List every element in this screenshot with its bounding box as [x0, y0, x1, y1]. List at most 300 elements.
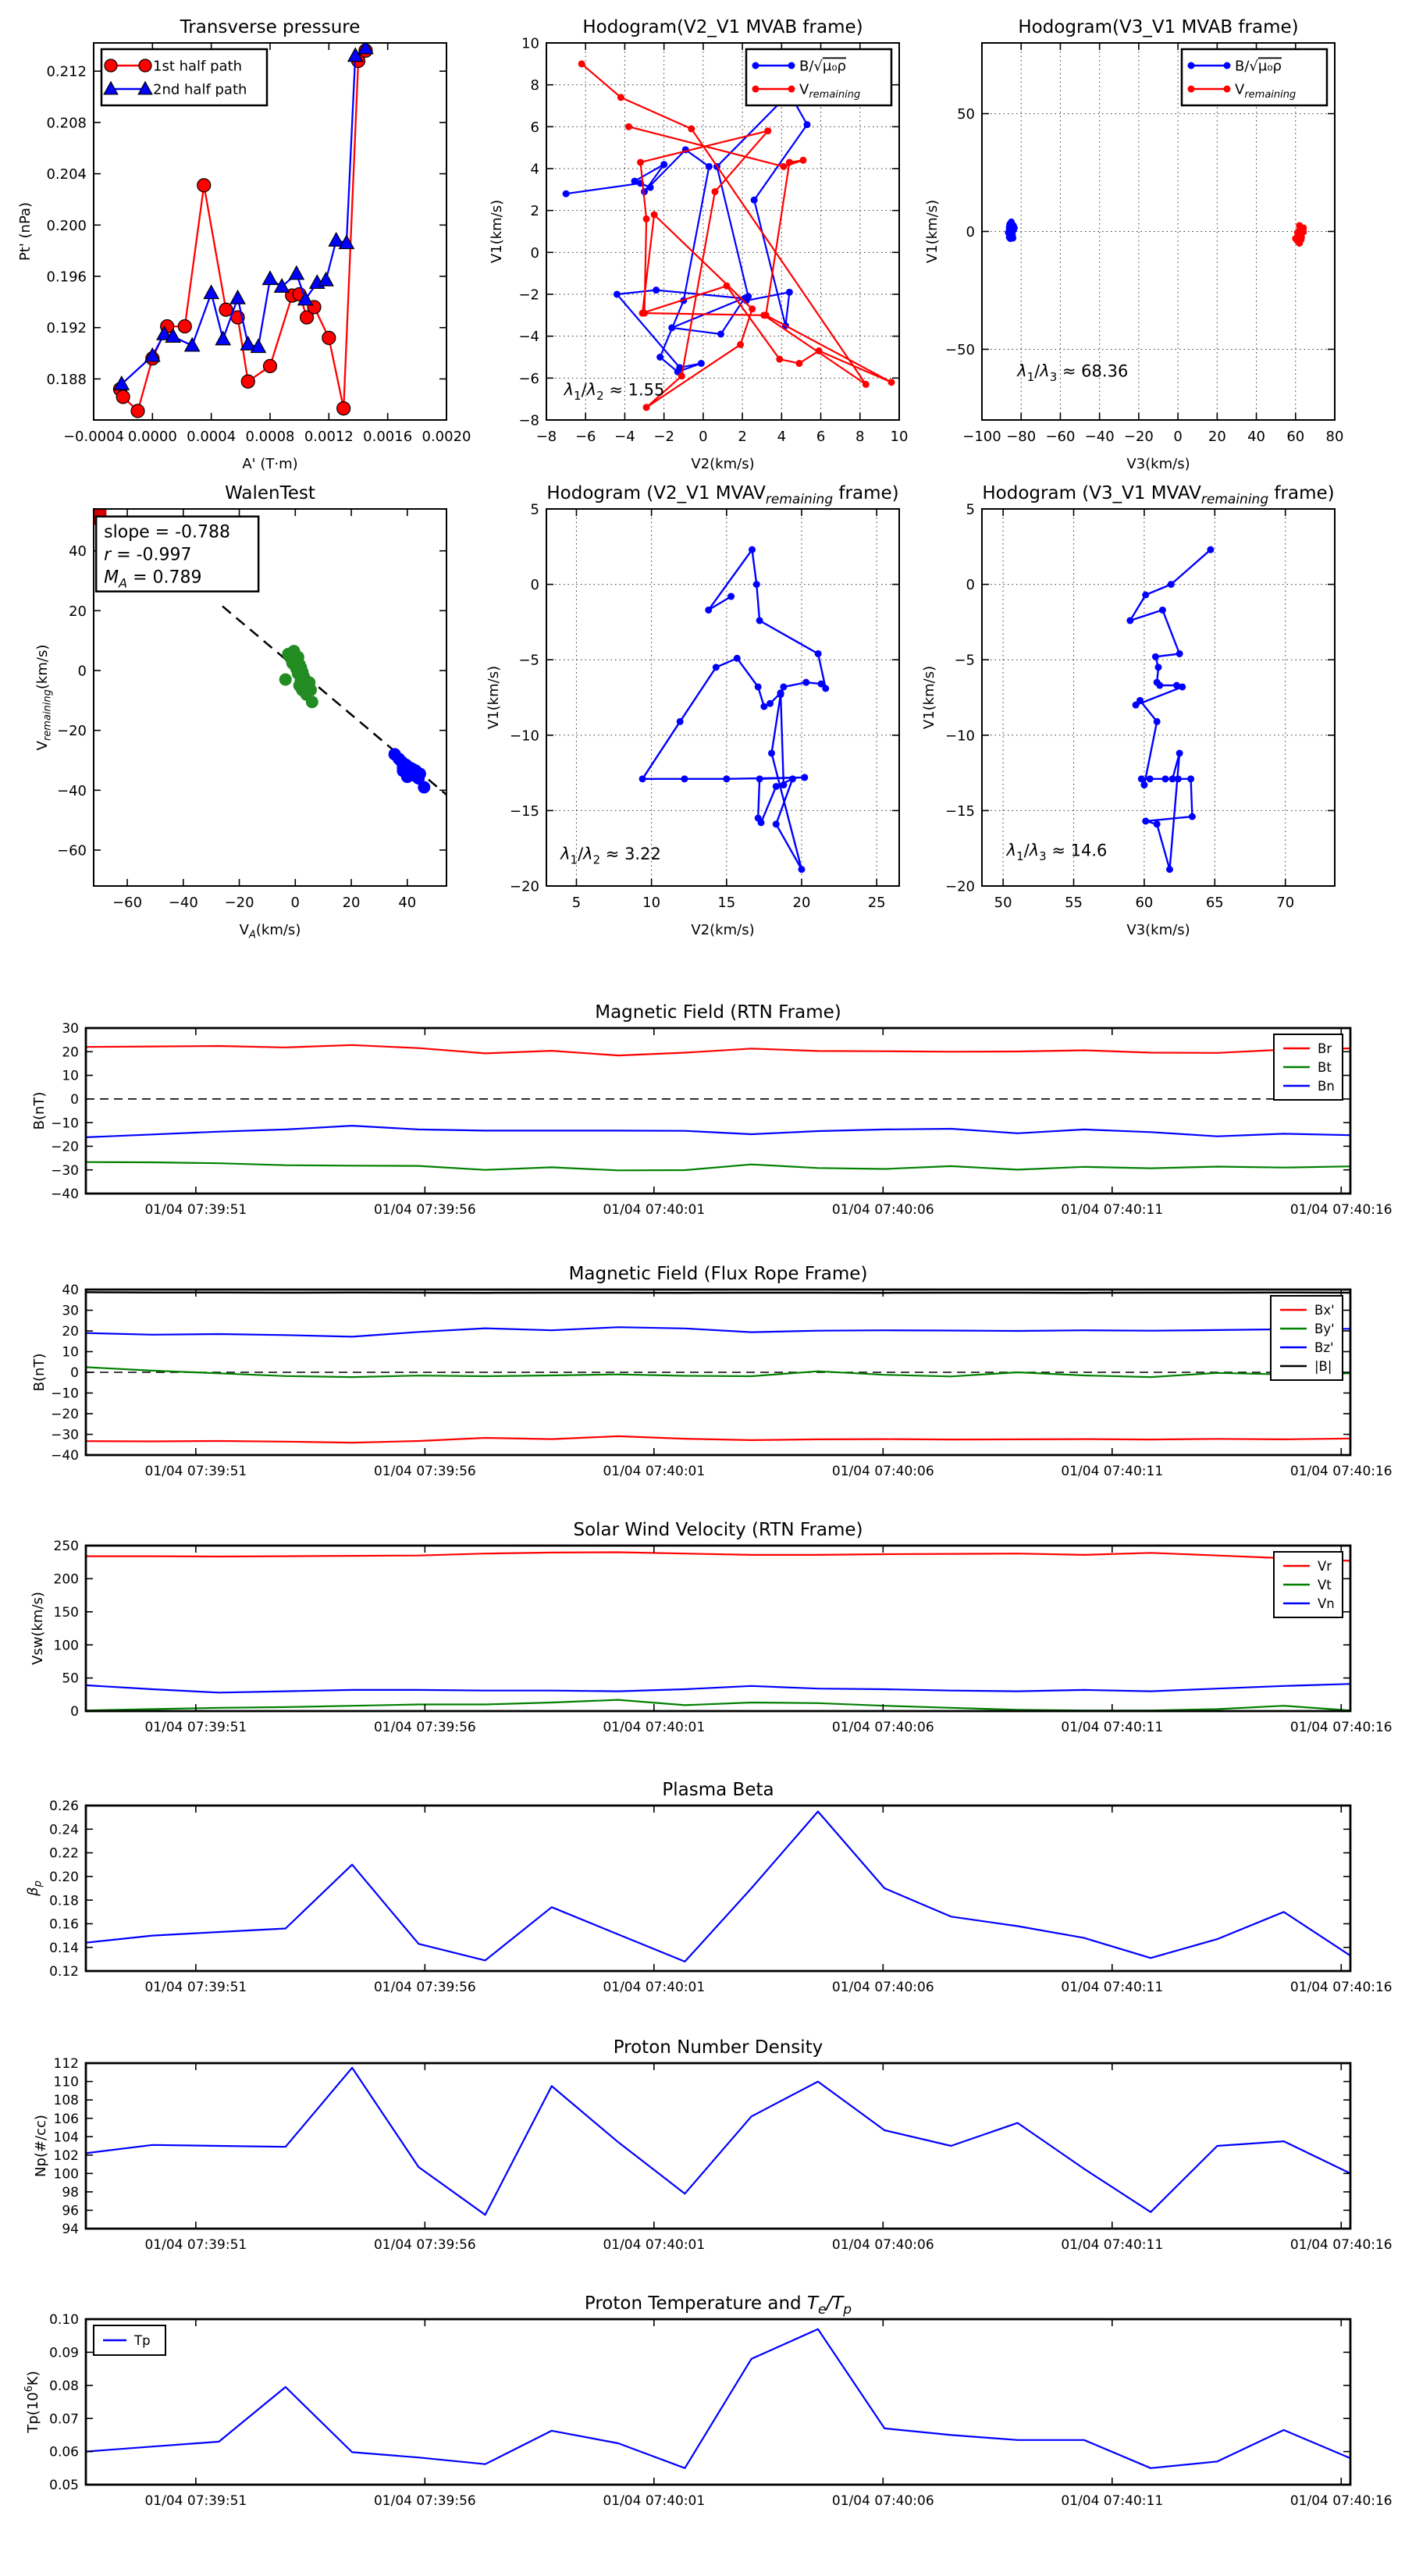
plasma-beta-plot-ytick-label: 0.12	[49, 1964, 79, 1980]
data-point-marker	[264, 360, 277, 373]
data-point-marker	[1138, 775, 1145, 782]
proton-temperature-plot-title: Proton Temperature and $T_e/T_p$	[584, 2293, 852, 2318]
data-point-marker	[1142, 817, 1149, 824]
magnetic-field-flux-rope-ytick-label: 20	[62, 1324, 79, 1340]
data-point-marker	[755, 683, 762, 690]
hodogram-v3v1-mvab-xtick-label: −40	[1084, 429, 1115, 445]
hodogram-v3v1-mvav	[921, 483, 1335, 938]
hodogram-v3v1-mvab	[924, 17, 1343, 472]
hodogram-v3v1-mvab-ytick-label: −50	[945, 341, 975, 358]
hodogram-v3v1-mvav-ytick-label: 5	[966, 501, 975, 518]
proton-temperature-plot-xtick-label: 01/04 07:40:11	[1061, 2493, 1164, 2509]
proton-temperature-plot-ytick-label: 0.06	[49, 2444, 79, 2460]
magnetic-field-rtn-xtick-label: 01/04 07:40:16	[1289, 1202, 1393, 1218]
hodogram-v2v1-mvab-ytick-label: 8	[530, 77, 539, 94]
hodogram-v3v1-mvav-ytick-label: −5	[954, 652, 975, 669]
hodogram-v2v1-mvab-ytick-label: 10	[521, 35, 539, 52]
hodogram-v2v1-mvab-legend	[746, 49, 891, 105]
magnetic-field-flux-rope-ytick-label: −40	[51, 1448, 79, 1464]
proton-temperature-plot-ytick-label: 0.07	[49, 2411, 79, 2428]
magnetic-field-flux-rope-ytick-label: 40	[62, 1283, 79, 1299]
magnetic-field-rtn-ytick-label: 0	[70, 1091, 79, 1108]
hodogram-v2v1-mvab-legend-label-1: $V_{remaining}$	[799, 81, 861, 101]
walen-test-plot-xtick-label: −20	[224, 895, 254, 911]
data-point-marker	[1126, 617, 1133, 624]
hodogram-v3v1-mvav-ytick-label: −10	[945, 728, 975, 745]
transverse-pressure-plot-legend-label-0: 1st half path	[153, 58, 243, 75]
data-point-marker	[215, 332, 230, 345]
data-point-marker	[713, 664, 720, 671]
walen-test-plot-xtick-label: −40	[168, 895, 198, 911]
data-point-marker	[219, 303, 233, 316]
solar-wind-velocity-rtn-legend-label-1: Vt	[1318, 1577, 1332, 1592]
solar-wind-velocity-rtn-xtick-label: 01/04 07:39:56	[373, 1720, 476, 1735]
data-point-marker	[802, 679, 809, 686]
proton-number-density-plot-xtick-label: 01/04 07:39:51	[144, 2237, 247, 2253]
hodogram-v2v1-mvav-xlabel: V2(km/s)	[691, 922, 755, 938]
solar-wind-velocity-rtn-ylabel: Vsw(km/s)	[30, 1592, 46, 1665]
data-point-marker	[1156, 682, 1163, 689]
proton-temperature-plot-ytick-label: 0.08	[49, 2378, 79, 2394]
plasma-beta-plot-ytick-label: 0.26	[49, 1799, 79, 1815]
data-point-marker	[803, 121, 810, 128]
hodogram-v2v1-mvav-ytick-label: 5	[530, 501, 539, 518]
walen-test-plot-xtick-label: −60	[112, 895, 143, 911]
data-point-marker	[863, 381, 870, 388]
data-point-marker	[734, 655, 741, 662]
data-point-marker	[678, 372, 685, 379]
data-point-marker	[1224, 86, 1231, 93]
data-point-marker	[1159, 607, 1166, 614]
proton-temperature-plot-ytick-label: 0.05	[49, 2478, 79, 2494]
data-point-marker	[197, 179, 211, 192]
proton-number-density-plot-ytick-label: 106	[53, 2111, 79, 2127]
proton-number-density-plot-ytick-label: 100	[53, 2166, 79, 2183]
proton-number-density-plot-xtick-label: 01/04 07:39:56	[373, 2237, 476, 2253]
magnetic-field-flux-rope-legend-label-2: Bz'	[1314, 1340, 1334, 1355]
magnetic-field-rtn-series-Br	[86, 1045, 1350, 1055]
data-point-marker	[1155, 664, 1162, 671]
magnetic-field-flux-rope-title: Magnetic Field (Flux Rope Frame)	[568, 1264, 868, 1284]
solar-wind-velocity-rtn-series-Vn	[86, 1684, 1350, 1692]
data-point-marker	[1168, 581, 1175, 588]
data-point-marker	[788, 62, 795, 69]
data-point-marker	[306, 696, 318, 708]
walen-test-plot-ylabel: $V_{remaining}(km/s)$	[34, 644, 54, 751]
plasma-beta-plot-axes-frame	[86, 1806, 1350, 1971]
hodogram-v2v1-mvab-xtick-label: 4	[777, 429, 787, 445]
data-point-marker	[651, 212, 658, 219]
magnetic-field-flux-rope-series-Bx-prime	[86, 1436, 1350, 1443]
magnetic-field-rtn-ytick-label: −30	[51, 1162, 79, 1179]
data-point-marker	[1009, 234, 1016, 241]
magnetic-field-flux-rope-ytick-label: −20	[51, 1407, 79, 1423]
walen-test-plot-xlabel: $V_A(km/s)$	[239, 922, 301, 941]
hodogram-v2v1-mvab-xtick-label: 2	[738, 429, 747, 445]
walen-test-plot-stat-line-0: slope = -0.788	[104, 522, 231, 543]
data-point-marker	[414, 767, 426, 780]
data-point-marker	[418, 781, 430, 794]
proton-number-density-plot-ytick-label: 96	[62, 2203, 79, 2219]
data-point-marker	[749, 546, 756, 553]
proton-number-density-plot-xtick-label: 01/04 07:40:06	[831, 2237, 934, 2253]
data-point-marker	[795, 360, 802, 367]
transverse-pressure-plot-ytick-label: 0.208	[46, 115, 87, 132]
hodogram-v2v1-mvab-ytick-label: −8	[518, 412, 539, 429]
walen-test-plot-stats-box	[96, 517, 258, 592]
hodogram-v2v1-mvab-series-b-over-sqrt-mu0rho	[566, 93, 807, 372]
data-point-marker	[1187, 775, 1194, 782]
hodogram-v2v1-mvab-legend-label-0: B/√μ₀ρ	[799, 58, 846, 75]
magnetic-field-flux-rope-ytick-label: −10	[51, 1386, 79, 1402]
proton-temperature-plot-xtick-label: 01/04 07:40:01	[603, 2493, 706, 2509]
data-point-marker	[786, 158, 793, 165]
magnetic-field-rtn-xtick-label: 01/04 07:40:01	[603, 1202, 706, 1218]
hodogram-v3v1-mvab-lambda-annotation: $\lambda_1/\lambda_3 \approx 68.36$	[1017, 361, 1129, 384]
data-point-marker	[653, 286, 660, 294]
solar-wind-velocity-rtn-xtick-label: 01/04 07:40:01	[603, 1720, 706, 1735]
data-point-marker	[1224, 62, 1231, 69]
data-point-marker	[563, 190, 570, 197]
data-point-marker	[105, 59, 117, 72]
walen-test-plot-xtick-label: 40	[398, 895, 417, 911]
magnetic-field-rtn-ytick-label: 10	[62, 1068, 79, 1084]
hodogram-v2v1-mvav-lambda-annotation: $\lambda_1/\lambda_2 \approx 3.22$	[560, 845, 661, 867]
hodogram-v3v1-mvab-xtick-label: −80	[1006, 429, 1037, 445]
data-point-marker	[815, 650, 822, 657]
hodogram-v2v1-mvav-xtick-label: 20	[792, 895, 811, 911]
transverse-pressure-plot-ytick-label: 0.200	[46, 217, 87, 234]
data-point-marker	[185, 338, 200, 351]
walen-test-plot-ytick-label: −40	[57, 782, 87, 799]
data-point-marker	[764, 127, 771, 134]
hodogram-v2v1-mvav-ytick-label: 0	[530, 577, 539, 594]
proton-temperature-plot-xtick-label: 01/04 07:40:16	[1289, 2493, 1393, 2509]
data-point-marker	[681, 775, 688, 782]
data-point-marker	[625, 123, 632, 130]
magnetic-field-rtn-ylabel: B(nT)	[31, 1091, 48, 1130]
data-point-marker	[751, 197, 758, 204]
data-point-marker	[1006, 221, 1013, 228]
transverse-pressure-plot-xlabel: A' (T·m)	[242, 456, 298, 472]
hodogram-v3v1-mvab-legend	[1182, 49, 1327, 105]
data-point-marker	[1179, 683, 1186, 690]
solar-wind-velocity-rtn	[30, 1520, 1393, 1735]
solar-wind-velocity-rtn-legend-label-0: Vr	[1318, 1558, 1332, 1574]
magnetic-field-rtn-ytick-label: −40	[51, 1187, 79, 1203]
walen-test-plot-ytick-label: −60	[57, 842, 87, 859]
plasma-beta-plot-ytick-label: 0.20	[49, 1869, 79, 1885]
plasma-beta-plot-xtick-label: 01/04 07:40:06	[831, 1980, 934, 1995]
data-point-marker	[756, 775, 763, 782]
hodogram-v3v1-mvav-xtick-label: 65	[1205, 895, 1224, 911]
magnetic-field-rtn-legend-label-1: Bt	[1318, 1059, 1332, 1075]
data-point-marker	[780, 781, 787, 788]
plasma-beta-plot-xtick-label: 01/04 07:40:16	[1289, 1980, 1393, 1995]
transverse-pressure-plot-xtick-label: 0.0012	[304, 429, 354, 445]
data-point-marker	[643, 215, 650, 222]
data-point-marker	[1297, 237, 1304, 244]
data-point-marker	[1152, 653, 1159, 660]
magnetic-field-rtn-ytick-label: −20	[51, 1139, 79, 1155]
transverse-pressure-plot-xtick-label: 0.0004	[187, 429, 237, 445]
hodogram-v3v1-mvab-ytick-label: 50	[957, 106, 975, 123]
data-point-marker	[763, 311, 770, 318]
magnetic-field-rtn-legend-label-0: Br	[1318, 1041, 1332, 1056]
data-point-marker	[723, 775, 730, 782]
data-point-marker	[337, 402, 350, 415]
magnetic-field-flux-rope-series-Babs	[86, 1292, 1350, 1293]
hodogram-v2v1-mvav-ytick-label: −10	[510, 728, 539, 745]
hodogram-v2v1-mvab-lambda-annotation: $\lambda_1/\lambda_2 \approx 1.55$	[564, 380, 665, 404]
hodogram-v3v1-mvab-xtick-label: −100	[962, 429, 1001, 445]
magnetic-field-flux-rope-xtick-label: 01/04 07:40:01	[603, 1464, 706, 1479]
transverse-pressure-plot-xtick-label: 0.0000	[127, 429, 177, 445]
magnetic-field-rtn-title: Magnetic Field (RTN Frame)	[595, 1002, 841, 1023]
data-point-marker	[1169, 775, 1176, 782]
data-point-marker	[1142, 592, 1149, 599]
walen-test-plot	[34, 483, 446, 941]
plasma-beta-plot-series-beta-p	[86, 1812, 1350, 1962]
data-point-marker	[711, 188, 718, 195]
walen-test-plot-ytick-label: −20	[57, 723, 87, 740]
proton-number-density-plot-ytick-label: 112	[53, 2056, 79, 2073]
solar-wind-velocity-rtn-ytick-label: 0	[70, 1704, 79, 1720]
hodogram-v2v1-mvav-xtick-label: 25	[867, 895, 886, 911]
data-point-marker	[705, 607, 712, 614]
solar-wind-velocity-rtn-axes-frame	[86, 1546, 1350, 1711]
magnetic-field-rtn-ytick-label: 30	[62, 1021, 79, 1037]
proton-temperature-plot-series-Tp	[86, 2329, 1350, 2468]
hodogram-v3v1-mvav-lambda-annotation: $\lambda_1/\lambda_3 \approx 14.6$	[1006, 841, 1108, 863]
hodogram-v2v1-mvab-ytick-label: 4	[530, 161, 539, 178]
hodogram-v2v1-mvab-ytick-label: −2	[518, 286, 539, 304]
data-point-marker	[752, 86, 759, 93]
hodogram-v2v1-mvab-title: Hodogram(V2_V1 MVAB frame)	[582, 17, 863, 37]
data-point-marker	[631, 178, 638, 185]
solar-wind-velocity-rtn-legend	[1274, 1552, 1343, 1617]
proton-temperature-plot-ylabel: $Tp(10^6K)$	[23, 2371, 41, 2433]
proton-temperature-plot	[23, 2293, 1393, 2509]
magnetic-field-rtn-xtick-label: 01/04 07:39:56	[373, 1202, 476, 1218]
hodogram-v3v1-mvav-xlabel: V3(km/s)	[1126, 922, 1190, 938]
data-point-marker	[230, 290, 245, 304]
data-point-marker	[788, 86, 795, 93]
data-point-marker	[801, 774, 808, 781]
transverse-pressure-plot-xtick-label: 0.0008	[245, 429, 295, 445]
proton-temperature-plot-ytick-label: 0.10	[49, 2312, 79, 2329]
hodogram-v3v1-mvab-xtick-label: 20	[1208, 429, 1226, 445]
data-point-marker	[777, 691, 784, 698]
hodogram-v3v1-mvab-ytick-label: 0	[966, 223, 975, 240]
data-point-marker	[116, 390, 130, 404]
transverse-pressure-plot-ylabel: Pt' (nPa)	[17, 201, 34, 262]
hodogram-v2v1-mvab-xtick-label: 10	[890, 429, 909, 445]
plasma-beta-plot-ytick-label: 0.18	[49, 1893, 79, 1909]
data-point-marker	[322, 331, 336, 344]
transverse-pressure-plot-ytick-label: 0.204	[46, 166, 87, 183]
data-point-marker	[639, 310, 646, 317]
data-point-marker	[727, 593, 735, 600]
plasma-beta-plot-ylabel: $\beta_p$	[25, 1880, 44, 1896]
data-point-marker	[760, 703, 767, 710]
transverse-pressure-plot	[17, 17, 471, 472]
plasma-beta-plot-title: Plasma Beta	[662, 1780, 774, 1800]
walen-test-plot-stat-line-2: $M_A = 0.789$	[104, 568, 202, 591]
solar-wind-velocity-rtn-series-Vr	[86, 1553, 1350, 1561]
data-point-marker	[706, 163, 713, 170]
data-point-marker	[1207, 546, 1214, 553]
data-point-marker	[637, 158, 644, 165]
data-point-marker	[1299, 226, 1306, 233]
solar-wind-velocity-rtn-ytick-label: 200	[53, 1571, 79, 1588]
data-point-marker	[1176, 650, 1183, 657]
magnetic-field-flux-rope-ylabel: B(nT)	[31, 1353, 48, 1392]
data-point-marker	[660, 161, 667, 168]
hodogram-v2v1-mvav-axes-frame	[546, 509, 899, 886]
data-point-marker	[1154, 820, 1161, 827]
data-point-marker	[677, 718, 684, 725]
proton-number-density-plot-ytick-label: 94	[62, 2222, 79, 2238]
data-point-marker	[752, 62, 759, 69]
magnetic-field-flux-rope-legend-label-1: By'	[1314, 1321, 1335, 1336]
data-point-marker	[241, 375, 254, 388]
data-point-marker	[1154, 718, 1161, 725]
data-point-marker	[887, 379, 895, 386]
hodogram-v2v1-mvav-ylabel: V1(km/s)	[486, 665, 502, 730]
hodogram-v2v1-mvab-xtick-label: 6	[816, 429, 826, 445]
plasma-beta-plot-xtick-label: 01/04 07:40:01	[603, 1980, 706, 1995]
data-point-marker	[318, 272, 333, 286]
magnetic-field-rtn-ytick-label: 20	[62, 1044, 79, 1061]
proton-number-density-plot-xtick-label: 01/04 07:40:11	[1061, 2237, 1164, 2253]
hodogram-v2v1-mvav-ytick-label: −20	[510, 878, 539, 895]
data-point-marker	[578, 60, 585, 67]
plasma-beta-plot-ytick-label: 0.24	[49, 1822, 79, 1838]
hodogram-v2v1-mvab-ylabel: V1(km/s)	[489, 199, 505, 264]
data-point-marker	[178, 320, 191, 333]
magnetic-field-rtn-ytick-label: −10	[51, 1115, 79, 1132]
magnetic-field-flux-rope-series-Bz-prime	[86, 1327, 1350, 1336]
magnetic-field-flux-rope-ytick-label: 10	[62, 1344, 79, 1361]
hodogram-v3v1-mvav-title: Hodogram (V3_V1 $MVAV_{remaining}$ frame)	[982, 483, 1335, 507]
magnetic-field-flux-rope-legend-label-3: |B|	[1314, 1358, 1332, 1374]
hodogram-v3v1-mvav-xtick-label: 70	[1276, 895, 1295, 911]
proton-number-density-plot-ytick-label: 102	[53, 2147, 79, 2164]
transverse-pressure-plot-legend	[101, 49, 267, 105]
magnetic-field-flux-rope-ytick-label: 30	[62, 1303, 79, 1319]
data-point-marker	[290, 266, 304, 279]
data-point-marker	[698, 360, 705, 367]
plasma-beta-plot-ytick-label: 0.14	[49, 1940, 79, 1956]
transverse-pressure-plot-ytick-label: 0.212	[46, 63, 87, 80]
data-point-marker	[749, 305, 756, 312]
data-point-marker	[753, 581, 760, 588]
transverse-pressure-plot-xtick-label: −0.0004	[62, 429, 125, 445]
data-point-marker	[799, 157, 806, 164]
hodogram-v2v1-mvab-xtick-label: 8	[855, 429, 865, 445]
hodogram-v3v1-mvab-legend-label-1: $V_{remaining}$	[1235, 81, 1297, 101]
data-point-marker	[816, 347, 823, 354]
proton-number-density-plot-ytick-label: 108	[53, 2093, 79, 2109]
transverse-pressure-plot-xtick-label: 0.0016	[363, 429, 413, 445]
magnetic-field-flux-rope-xtick-label: 01/04 07:39:56	[373, 1464, 476, 1479]
magnetic-field-flux-rope-xtick-label: 01/04 07:40:11	[1061, 1464, 1164, 1479]
solar-wind-velocity-rtn-ytick-label: 100	[53, 1638, 79, 1654]
data-point-marker	[617, 94, 624, 101]
hodogram-v2v1-mvab-ytick-label: 0	[530, 244, 539, 262]
hodogram-v2v1-mvav	[486, 483, 899, 938]
data-point-marker	[293, 679, 306, 692]
data-point-marker	[1136, 697, 1144, 704]
proton-temperature-plot-xtick-label: 01/04 07:40:06	[831, 2493, 934, 2509]
data-point-marker	[643, 404, 650, 411]
hodogram-v2v1-mvav-ytick-label: −15	[510, 802, 539, 820]
hodogram-v2v1-mvab-xtick-label: −8	[535, 429, 557, 445]
plasma-beta-plot	[25, 1780, 1393, 1995]
transverse-pressure-plot-xtick-label: 0.0020	[422, 429, 471, 445]
hodogram-v3v1-mvav-xtick-label: 55	[1065, 895, 1083, 911]
data-point-marker	[780, 683, 787, 690]
data-point-marker	[647, 184, 654, 191]
data-point-marker	[397, 764, 409, 777]
proton-number-density-plot-ytick-label: 98	[62, 2185, 79, 2201]
hodogram-v2v1-mvab-ytick-label: −4	[518, 329, 539, 346]
hodogram-v3v1-mvab-xlabel: V3(km/s)	[1126, 456, 1190, 472]
data-point-marker	[204, 286, 219, 299]
data-point-marker	[768, 749, 775, 756]
hodogram-v2v1-mvav-title: Hodogram (V2_V1 $MVAV_{remaining}$ frame)	[546, 483, 899, 507]
plasma-beta-plot-xtick-label: 01/04 07:40:11	[1061, 1980, 1164, 1995]
hodogram-v2v1-mvab-xtick-label: −4	[614, 429, 635, 445]
solar-wind-velocity-rtn-xtick-label: 01/04 07:40:06	[831, 1720, 934, 1735]
magnetic-field-rtn-legend-label-2: Bn	[1318, 1078, 1335, 1094]
data-point-marker	[780, 163, 787, 170]
hodogram-v3v1-mvab-xtick-label: 80	[1325, 429, 1344, 445]
hodogram-v2v1-mvav-xtick-label: 10	[642, 895, 661, 911]
hodogram-v3v1-mvav-ytick-label: 0	[966, 577, 975, 594]
data-point-marker	[773, 820, 780, 827]
data-point-marker	[786, 289, 793, 296]
hodogram-v2v1-mvab-xtick-label: −2	[653, 429, 674, 445]
hodogram-v3v1-mvav-ylabel: V1(km/s)	[921, 665, 937, 730]
data-point-marker	[614, 291, 621, 298]
data-point-marker	[1188, 62, 1195, 69]
data-point-marker	[1162, 775, 1169, 782]
proton-temperature-plot-xtick-label: 01/04 07:39:51	[144, 2493, 247, 2509]
hodogram-v3v1-mvab-legend-label-0: B/√μ₀ρ	[1235, 58, 1282, 75]
hodogram-v2v1-mvab-series-v-remaining	[582, 64, 891, 407]
magnetic-field-rtn-series-Bn	[86, 1126, 1350, 1137]
hodogram-v3v1-mvab-xtick-label: 0	[1173, 429, 1183, 445]
hodogram-v2v1-mvav-xtick-label: 5	[571, 895, 582, 911]
hodogram-v3v1-mvab-xtick-label: 60	[1286, 429, 1305, 445]
data-point-marker	[131, 404, 144, 418]
hodogram-v2v1-mvab-ytick-label: 6	[530, 119, 539, 136]
walen-test-plot-ytick-label: 0	[77, 663, 87, 680]
magnetic-field-flux-rope-ytick-label: 0	[70, 1365, 79, 1382]
solar-wind-velocity-rtn-xtick-label: 01/04 07:40:11	[1061, 1720, 1164, 1735]
transverse-pressure-plot-ytick-label: 0.188	[46, 371, 87, 388]
data-point-marker	[773, 783, 780, 790]
magnetic-field-flux-rope-xtick-label: 01/04 07:39:51	[144, 1464, 247, 1479]
hodogram-v3v1-mvab-title: Hodogram(V3_V1 MVAB frame)	[1018, 17, 1299, 37]
proton-number-density-plot-ytick-label: 104	[53, 2129, 79, 2146]
hodogram-v2v1-mvab-xtick-label: −6	[574, 429, 596, 445]
data-point-marker	[279, 674, 292, 686]
proton-number-density-plot-title: Proton Number Density	[613, 2037, 823, 2058]
data-point-marker	[789, 775, 796, 782]
